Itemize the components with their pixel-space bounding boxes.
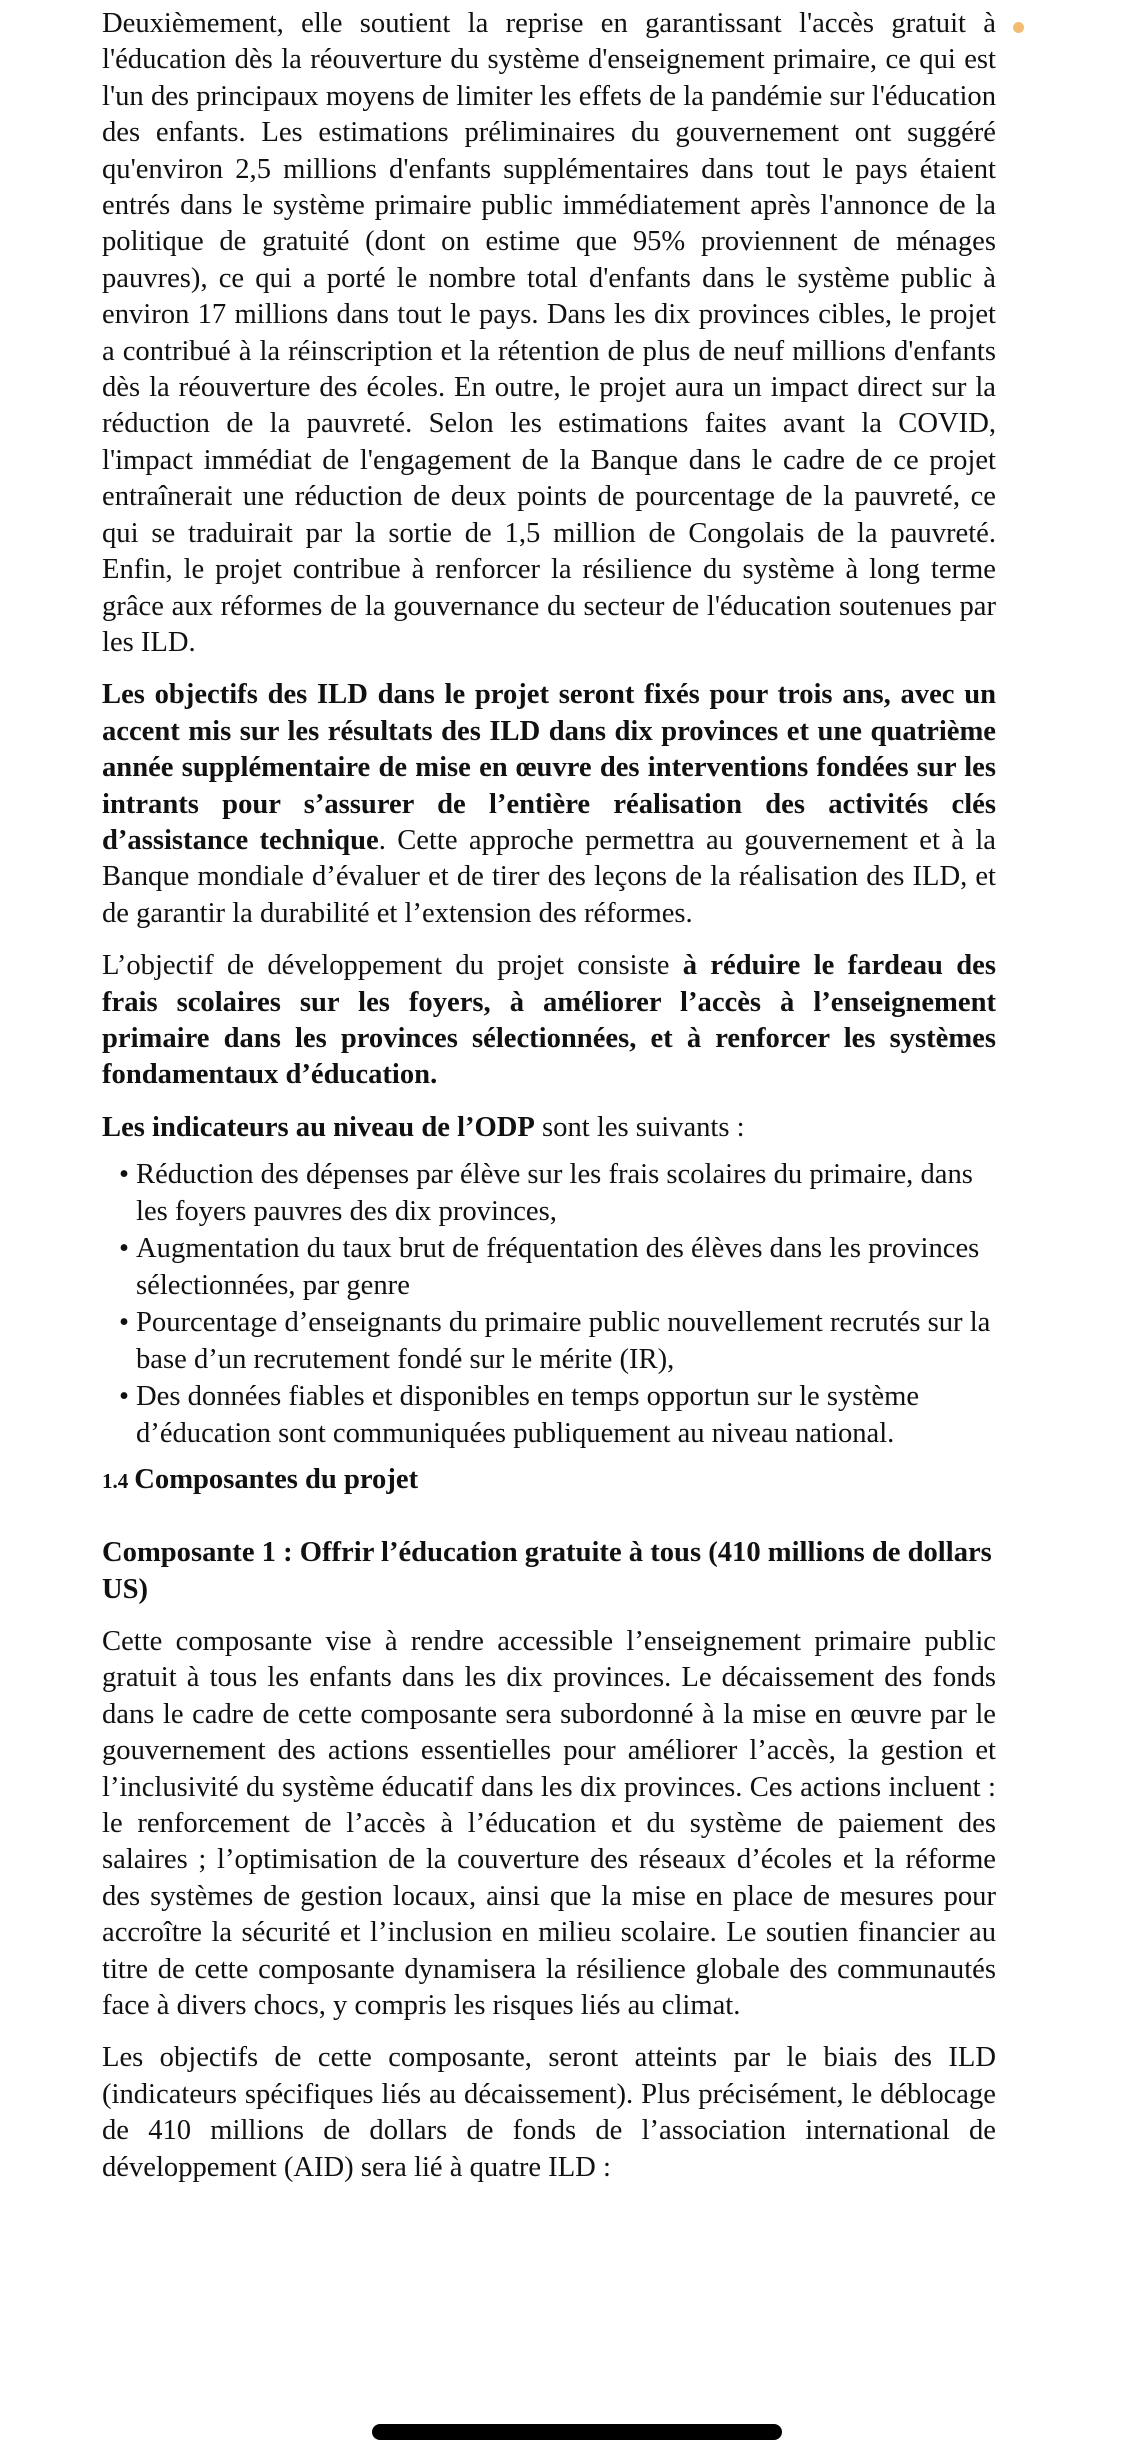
paragraph-component-1: Cette composante vise à rendre accessible l’enseignement primaire public gratuit à tous les enfants dans les dix provinces. Le décaissement des fonds dans le cadre de cette composante sera subordonné à la mise en œuvre par le gouvernement des actions essentielles pour améliorer l’accès, la gestion et l’inclusivité du système éducatif dans les dix provinces. Ces actions incluent : le renforcement de l’accès à l’éducation et du système de paiement des salaires ; l’optimisation de la couverture des réseaux d’écoles et la réforme des systèmes de gestion locaux, ainsi que la mise en place de mesures pour accroître la sécurité et l’inclusion en milieu scolaire. Le soutien financier au titre de cette composante dynamisera la résilience globale des communautés face à divers chocs, y compris les risques liés au climat. xyxy=(102,1626,996,2022)
bullet-icon: • xyxy=(119,1159,130,1191)
development-objective-lead: L’objectif de développement du projet consiste xyxy=(102,950,683,982)
indicators-label-bold: Les indicateurs au niveau de l’ODP xyxy=(102,1111,535,1143)
section-title: Composantes du projet xyxy=(134,1464,419,1496)
indicators-label-rest: sont les suivants : xyxy=(534,1111,745,1143)
bullet-icon: • xyxy=(119,1233,130,1265)
annotation-marker xyxy=(1013,22,1024,33)
component-1-heading: Composante 1 : Offrir l’éducation gratuite à tous (410 millions de dollars US) xyxy=(102,1537,992,1605)
section-number: 1.4 xyxy=(102,1469,129,1494)
section-heading xyxy=(102,1462,996,1499)
paragraph-development-objective xyxy=(102,948,996,1094)
ild-objectives-bold: Les objectifs des ILD dans le projet seront fixés pour trois ans, avec un accent mis sur les résultats des ILD dans dix provinces et une quatrième année supplémentaire de mise en œuvre des interventions fondées sur les intrants pour s’assurer de l’entière réalisation des activités clés d’assistance technique xyxy=(102,679,996,856)
development-objective-bold: à réduire le fardeau des frais scolaires sur les foyers, à améliorer l’accès à l’enseignement primaire dans les provinces sélectionnées, et à renforcer les systèmes fondamentaux d’éducation. xyxy=(102,950,996,1091)
bullet-icon: • xyxy=(119,1307,130,1339)
list-item xyxy=(102,1304,996,1378)
list-item-text: Des données fiables et disponibles en temps opportun sur le système d’éducation sont communiquées publiquement au niveau national. xyxy=(136,1381,920,1450)
document-page xyxy=(102,6,996,2186)
paragraph-recovery: Deuxièmement, elle soutient la reprise en garantissant l'accès gratuit à l'éducation dès la réouverture du système d'enseignement primaire, ce qui est l'un des principaux moyens de limiter les effets de la pandémie sur l'éducation des enfants. Les estimations préliminaires du gouvernement ont suggéré qu'environ 2,5 millions d'enfants supplémentaires dans tout le pays étaient entrés dans le système primaire public immédiatement après l'annonce de la politique de gratuité (dont on estime que 95% proviennent de ménages pauvres), ce qui a porté le nombre total d'enfants dans le système public à environ 17 millions dans tout le pays. Dans les dix provinces cibles, le projet a contribué à la réinscription et la rétention de plus de neuf millions d'enfants dès la réouverture des écoles. En outre, le projet aura un impact direct sur la réduction de la pauvreté. Selon les estimations faites avant la COVID, l'impact immédiat de l'engagement de la Banque dans le cadre de ce projet entraînerait une réduction de deux points de pourcentage de la pauvreté, ce qui se traduirait par la sortie de 1,5 million de Congolais de la pauvreté. Enfin, le projet contribue à renforcer la résilience du système à long terme grâce aux réformes de la gouvernance du secteur de l'éducation soutenues par les ILD. xyxy=(102,8,996,658)
indicators-list xyxy=(102,1156,996,1452)
list-item-text: Pourcentage d’enseignants du primaire public nouvellement recrutés sur la base d’un recrutement fondé sur le mérite (IR), xyxy=(136,1307,991,1376)
list-item-text: Augmentation du taux brut de fréquentation des élèves dans les provinces sélectionnées, par genre xyxy=(136,1233,980,1302)
list-item xyxy=(102,1156,996,1230)
list-item xyxy=(102,1378,996,1452)
bullet-icon: • xyxy=(119,1381,130,1413)
list-item-text: Réduction des dépenses par élève sur les frais scolaires du primaire, dans les foyers pauvres des dix provinces, xyxy=(136,1159,973,1228)
paragraph-component-1-objectives: Les objectifs de cette composante, seront atteints par le biais des ILD (indicateurs spécifiques liés au décaissement). Plus précisément, le déblocage de 410 millions de dollars de fonds de l’association international de développement (AID) sera lié à quatre ILD : xyxy=(102,2042,996,2183)
home-indicator[interactable] xyxy=(372,2424,782,2440)
list-item xyxy=(102,1230,996,1304)
ild-objectives-rest: . Cette approche permettra au gouvernement et à la Banque mondiale d’évaluer et de tirer des leçons de la réalisation des ILD, et de garantir la durabilité et l’extension des réformes. xyxy=(102,824,996,929)
paragraph-ild-objectives xyxy=(102,677,996,932)
indicators-intro xyxy=(102,1110,996,1146)
